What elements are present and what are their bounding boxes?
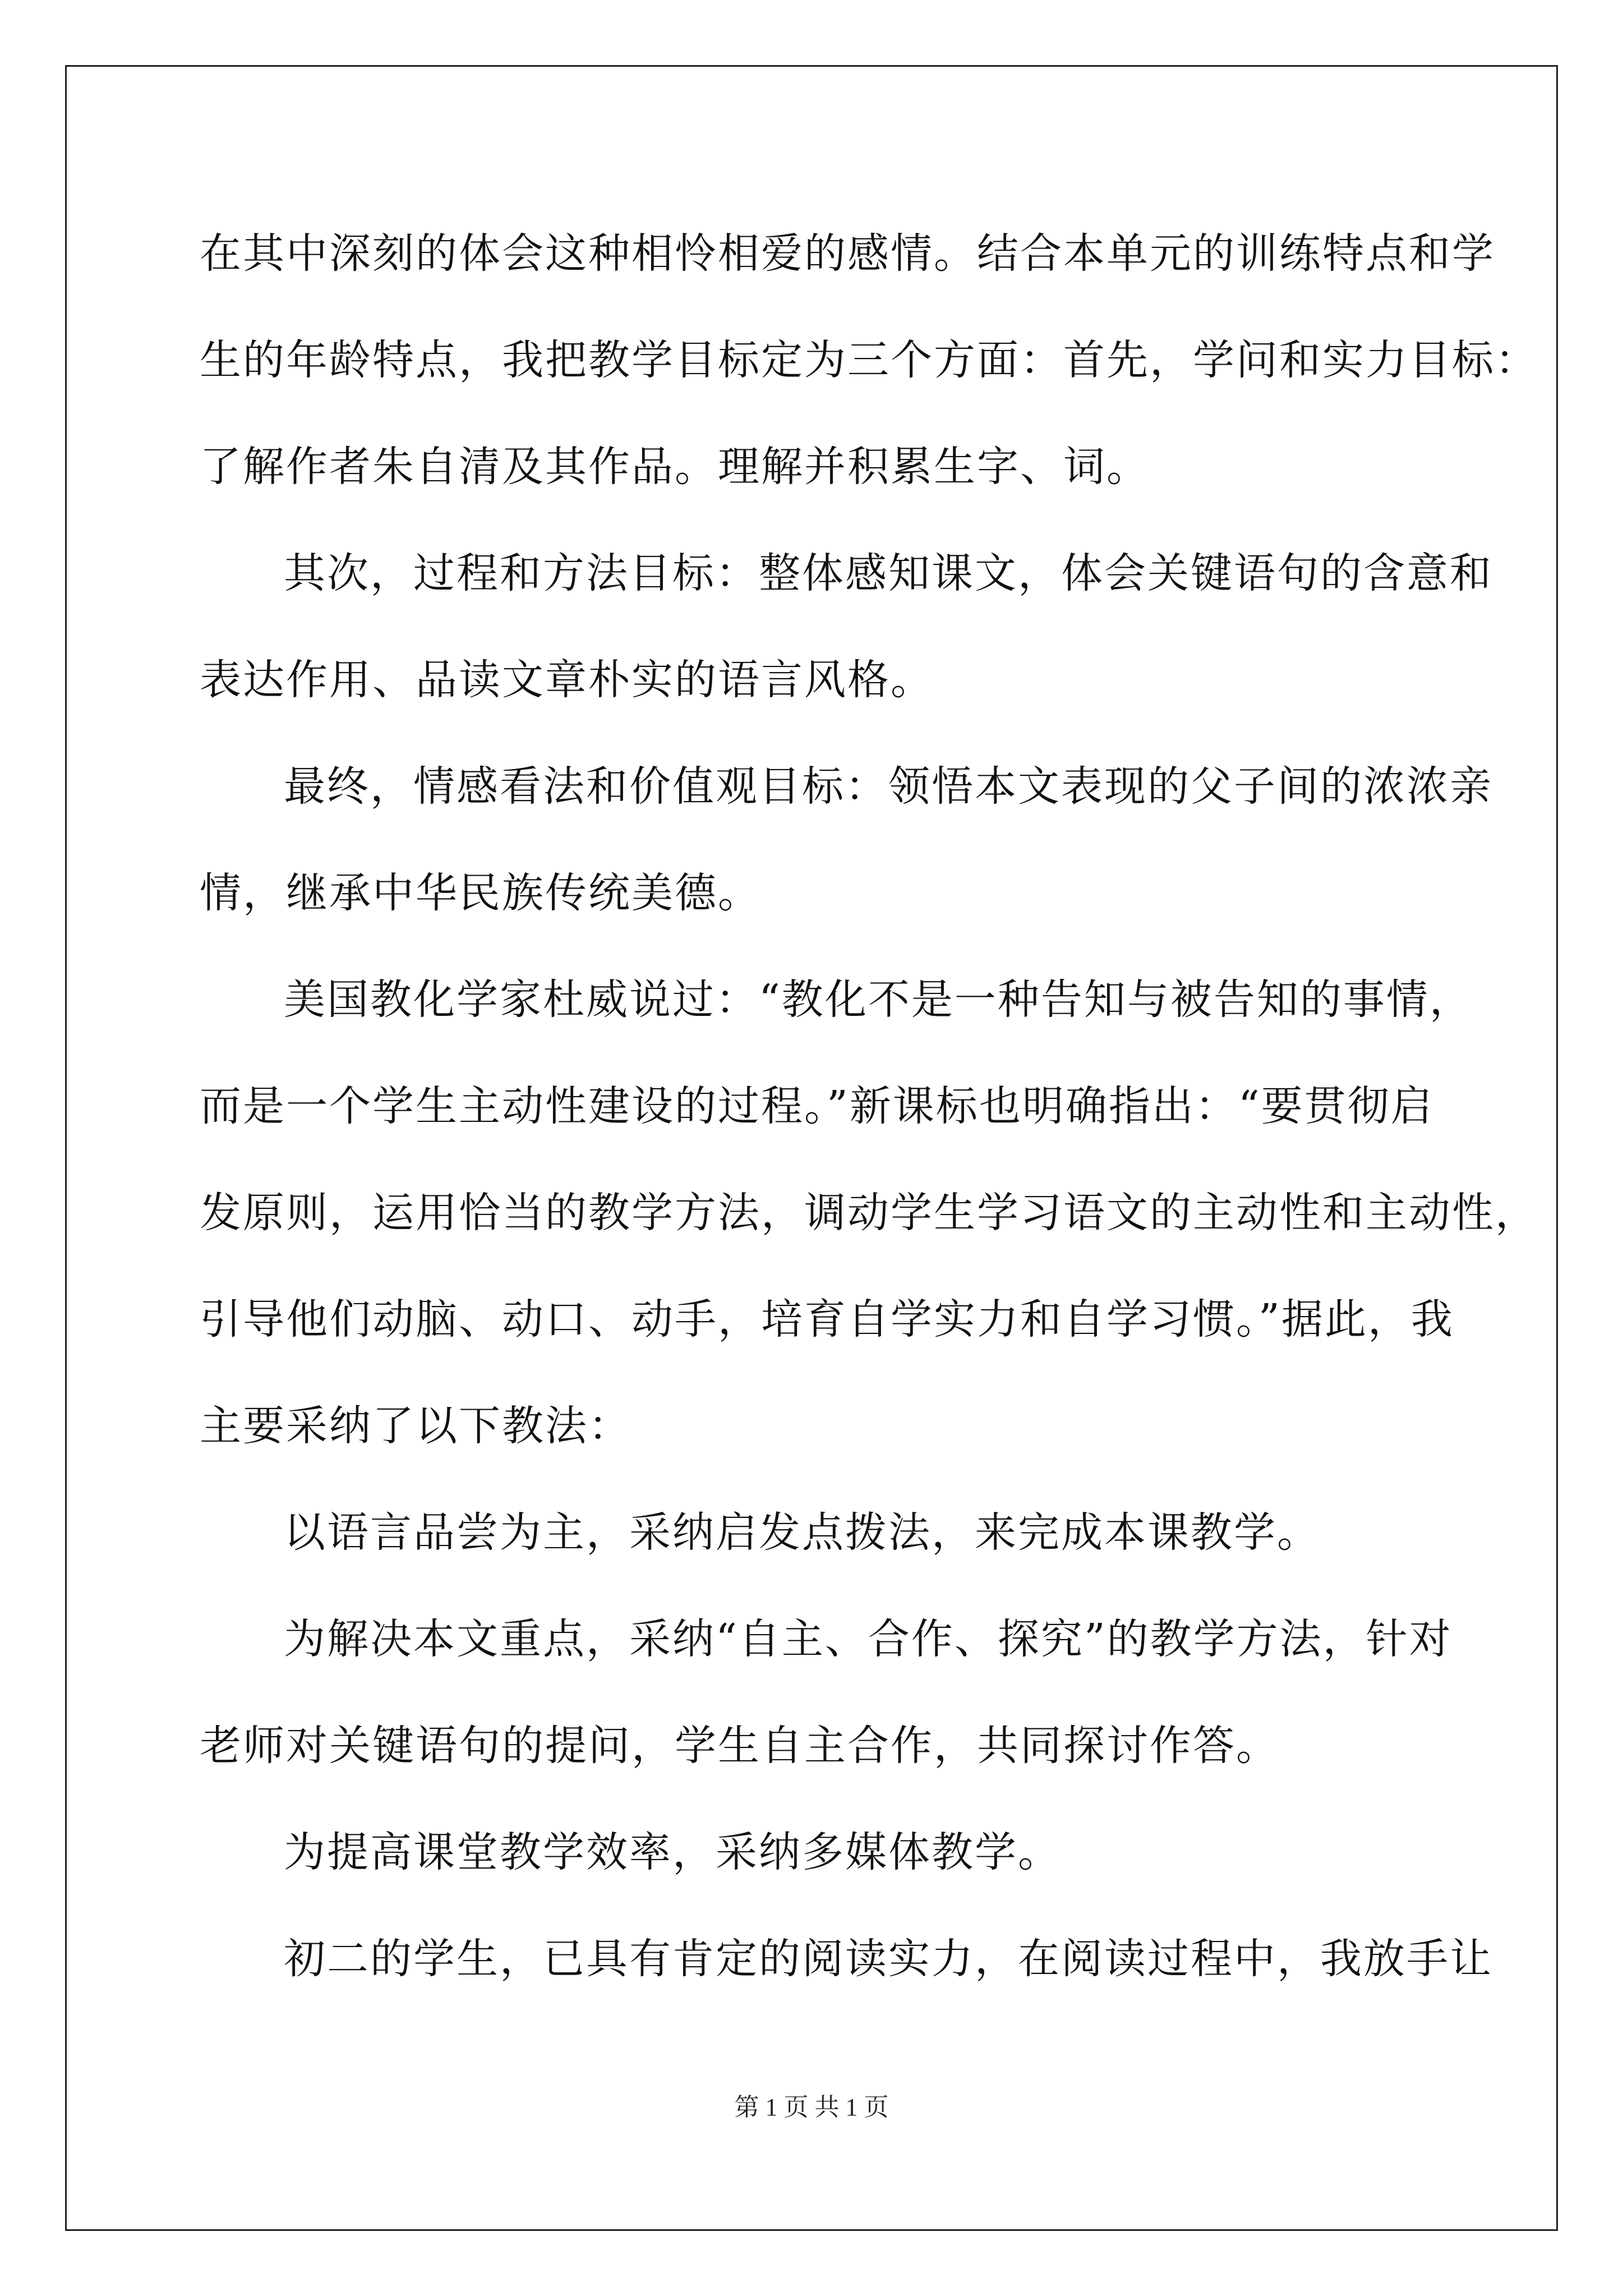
text-line-8: 美国教化学家杜威说过：“教化不是一种告知与被告知的事情， (284, 976, 1473, 1024)
text-line-9: 而是一个学生主动性建设的过程。”新课标也明确指出：“要贯彻启 (200, 1082, 1434, 1130)
text-line-6: 最终，情感看法和价值观目标：领悟本文表现的父子间的浓浓亲 (284, 762, 1493, 811)
text-line-7: 情，继承中华民族传统美德。 (200, 869, 761, 917)
text-line-10: 发原则，运用恰当的教学方法，调动学生学习语文的主动性和主动性， (200, 1189, 1538, 1237)
text-line-12: 主要采纳了以下教法： (200, 1402, 631, 1450)
text-line-3: 了解作者朱自清及其作品。理解并积累生字、词。 (200, 443, 1150, 491)
text-line-2: 生的年龄特点，我把教学目标定为三个方面：首先，学问和实力目标： (200, 336, 1538, 384)
text-line-14: 为解决本文重点，采纳“自主、合作、探究”的教学方法，针对 (284, 1615, 1453, 1663)
text-line-11: 引导他们动脑、动口、动手，培育自学实力和自学习惯。”据此，我 (200, 1295, 1454, 1343)
document-body (200, 222, 1538, 2034)
text-line-13: 以语言品尝为主，采纳启发点拨法，来完成本课教学。 (284, 1508, 1320, 1557)
page-number-footer: 第 1 页 共 1 页 (734, 2093, 889, 2121)
text-line-17: 初二的学生，已具有肯定的阅读实力，在阅读过程中，我放手让 (284, 1935, 1493, 1983)
text-line-4: 其次，过程和方法目标：整体感知课文，体会关键语句的含意和 (284, 549, 1493, 597)
text-line-5: 表达作用、品读文章朴实的语言风格。 (200, 656, 934, 704)
text-line-15: 老师对关键语句的提问，学生自主合作，共同探讨作答。 (200, 1722, 1279, 1770)
text-line-16: 为提高课堂教学效率，采纳多媒体教学。 (284, 1828, 1061, 1876)
text-line-1: 在其中深刻的体会这种相怜相爱的感情。结合本单元的训练特点和学 (200, 229, 1495, 278)
